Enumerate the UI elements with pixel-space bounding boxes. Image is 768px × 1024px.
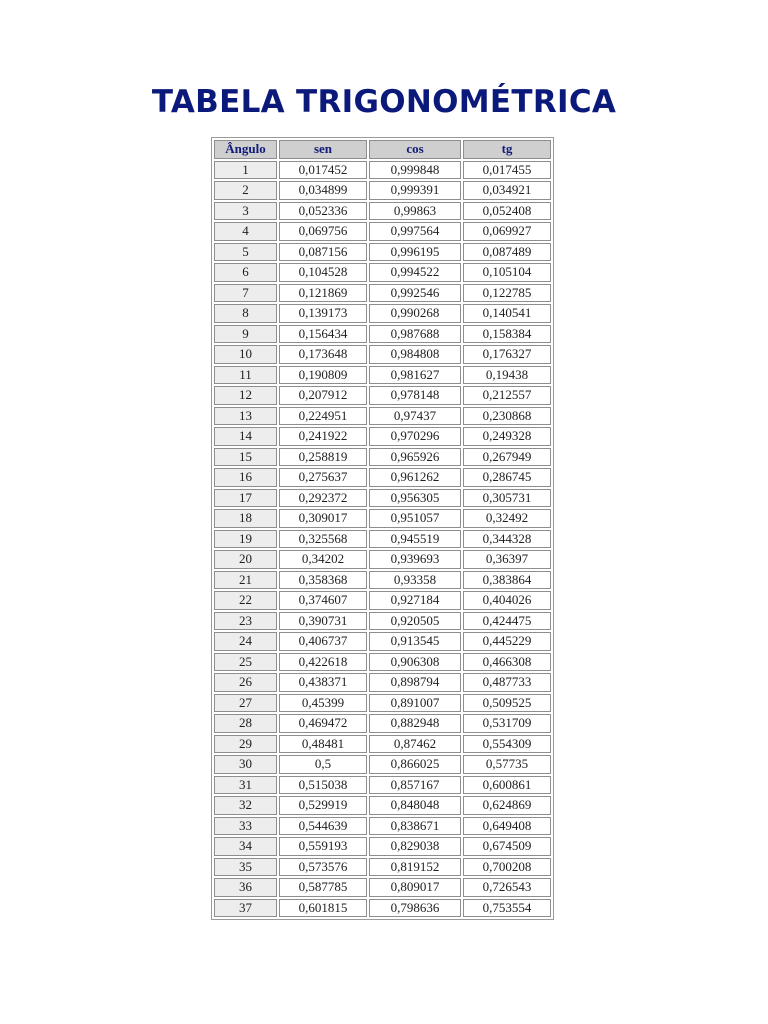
cell-tg: 0,122785 xyxy=(463,284,551,303)
table-row xyxy=(214,407,551,426)
cell-tg: 0,212557 xyxy=(463,386,551,405)
cell-sen: 0,573576 xyxy=(279,858,367,877)
cell-cos: 0,996195 xyxy=(369,243,461,262)
cell-tg: 0,32492 xyxy=(463,509,551,528)
cell-tg: 0,466308 xyxy=(463,653,551,672)
table-row xyxy=(214,325,551,344)
cell-tg: 0,700208 xyxy=(463,858,551,877)
table-row xyxy=(214,427,551,446)
cell-angle: 35 xyxy=(214,858,277,877)
cell-angle: 14 xyxy=(214,427,277,446)
table-row xyxy=(214,837,551,856)
cell-sen: 0,190809 xyxy=(279,366,367,385)
cell-sen: 0,087156 xyxy=(279,243,367,262)
cell-angle: 6 xyxy=(214,263,277,282)
cell-tg: 0,36397 xyxy=(463,550,551,569)
cell-angle: 26 xyxy=(214,673,277,692)
cell-sen: 0,374607 xyxy=(279,591,367,610)
cell-cos: 0,961262 xyxy=(369,468,461,487)
cell-angle: 24 xyxy=(214,632,277,651)
table-row xyxy=(214,161,551,180)
page-title: TABELA TRIGONOMÉTRICA xyxy=(151,84,617,120)
table-row xyxy=(214,755,551,774)
cell-cos: 0,927184 xyxy=(369,591,461,610)
table-row xyxy=(214,776,551,795)
cell-sen: 0,207912 xyxy=(279,386,367,405)
table-row xyxy=(214,284,551,303)
cell-angle: 36 xyxy=(214,878,277,897)
table-row xyxy=(214,263,551,282)
table-row xyxy=(214,735,551,754)
table-row xyxy=(214,345,551,364)
cell-cos: 0,819152 xyxy=(369,858,461,877)
cell-sen: 0,5 xyxy=(279,755,367,774)
cell-tg: 0,052408 xyxy=(463,202,551,221)
cell-angle: 12 xyxy=(214,386,277,405)
cell-sen: 0,104528 xyxy=(279,263,367,282)
cell-cos: 0,906308 xyxy=(369,653,461,672)
cell-tg: 0,509525 xyxy=(463,694,551,713)
cell-sen: 0,258819 xyxy=(279,448,367,467)
cell-sen: 0,069756 xyxy=(279,222,367,241)
cell-angle: 1 xyxy=(214,161,277,180)
cell-tg: 0,305731 xyxy=(463,489,551,508)
cell-angle: 11 xyxy=(214,366,277,385)
cell-angle: 7 xyxy=(214,284,277,303)
table-row xyxy=(214,181,551,200)
cell-tg: 0,105104 xyxy=(463,263,551,282)
table-row xyxy=(214,448,551,467)
table-row xyxy=(214,817,551,836)
table-row xyxy=(214,796,551,815)
table-row xyxy=(214,878,551,897)
cell-sen: 0,034899 xyxy=(279,181,367,200)
cell-angle: 9 xyxy=(214,325,277,344)
cell-cos: 0,848048 xyxy=(369,796,461,815)
cell-cos: 0,866025 xyxy=(369,755,461,774)
cell-angle: 29 xyxy=(214,735,277,754)
cell-angle: 34 xyxy=(214,837,277,856)
cell-cos: 0,951057 xyxy=(369,509,461,528)
table-row xyxy=(214,489,551,508)
cell-tg: 0,286745 xyxy=(463,468,551,487)
table-row xyxy=(214,509,551,528)
cell-cos: 0,829038 xyxy=(369,837,461,856)
cell-tg: 0,158384 xyxy=(463,325,551,344)
cell-angle: 15 xyxy=(214,448,277,467)
cell-tg: 0,624869 xyxy=(463,796,551,815)
cell-sen: 0,438371 xyxy=(279,673,367,692)
table-row xyxy=(214,591,551,610)
table-row xyxy=(214,202,551,221)
cell-cos: 0,898794 xyxy=(369,673,461,692)
table-row xyxy=(214,858,551,877)
cell-angle: 16 xyxy=(214,468,277,487)
cell-sen: 0,45399 xyxy=(279,694,367,713)
cell-angle: 19 xyxy=(214,530,277,549)
cell-cos: 0,838671 xyxy=(369,817,461,836)
cell-tg: 0,600861 xyxy=(463,776,551,795)
cell-tg: 0,404026 xyxy=(463,591,551,610)
cell-cos: 0,945519 xyxy=(369,530,461,549)
table-header-row xyxy=(214,140,551,159)
cell-tg: 0,087489 xyxy=(463,243,551,262)
cell-cos: 0,990268 xyxy=(369,304,461,323)
cell-angle: 23 xyxy=(214,612,277,631)
cell-tg: 0,554309 xyxy=(463,735,551,754)
cell-angle: 32 xyxy=(214,796,277,815)
cell-angle: 28 xyxy=(214,714,277,733)
cell-angle: 8 xyxy=(214,304,277,323)
cell-tg: 0,487733 xyxy=(463,673,551,692)
cell-tg: 0,034921 xyxy=(463,181,551,200)
cell-tg: 0,017455 xyxy=(463,161,551,180)
header-cos: cos xyxy=(369,140,461,159)
cell-cos: 0,956305 xyxy=(369,489,461,508)
cell-tg: 0,424475 xyxy=(463,612,551,631)
cell-angle: 17 xyxy=(214,489,277,508)
cell-cos: 0,984808 xyxy=(369,345,461,364)
cell-cos: 0,965926 xyxy=(369,448,461,467)
cell-sen: 0,121869 xyxy=(279,284,367,303)
table-row xyxy=(214,304,551,323)
cell-angle: 3 xyxy=(214,202,277,221)
cell-angle: 10 xyxy=(214,345,277,364)
cell-sen: 0,587785 xyxy=(279,878,367,897)
cell-sen: 0,139173 xyxy=(279,304,367,323)
cell-tg: 0,344328 xyxy=(463,530,551,549)
cell-sen: 0,325568 xyxy=(279,530,367,549)
cell-cos: 0,99863 xyxy=(369,202,461,221)
cell-tg: 0,531709 xyxy=(463,714,551,733)
cell-cos: 0,970296 xyxy=(369,427,461,446)
cell-sen: 0,052336 xyxy=(279,202,367,221)
cell-tg: 0,383864 xyxy=(463,571,551,590)
cell-tg: 0,267949 xyxy=(463,448,551,467)
cell-angle: 18 xyxy=(214,509,277,528)
cell-tg: 0,445229 xyxy=(463,632,551,651)
cell-tg: 0,753554 xyxy=(463,899,551,918)
header-angle: Ângulo xyxy=(214,140,277,159)
table-row xyxy=(214,550,551,569)
cell-sen: 0,48481 xyxy=(279,735,367,754)
table-row xyxy=(214,571,551,590)
cell-angle: 30 xyxy=(214,755,277,774)
cell-angle: 20 xyxy=(214,550,277,569)
cell-angle: 13 xyxy=(214,407,277,426)
cell-cos: 0,913545 xyxy=(369,632,461,651)
cell-angle: 33 xyxy=(214,817,277,836)
cell-cos: 0,999848 xyxy=(369,161,461,180)
table-row xyxy=(214,612,551,631)
table-row xyxy=(214,530,551,549)
trig-table xyxy=(211,137,554,920)
table-row xyxy=(214,243,551,262)
cell-sen: 0,173648 xyxy=(279,345,367,364)
table-row xyxy=(214,899,551,918)
cell-cos: 0,999391 xyxy=(369,181,461,200)
cell-sen: 0,544639 xyxy=(279,817,367,836)
cell-cos: 0,882948 xyxy=(369,714,461,733)
cell-cos: 0,809017 xyxy=(369,878,461,897)
cell-cos: 0,987688 xyxy=(369,325,461,344)
cell-sen: 0,241922 xyxy=(279,427,367,446)
cell-tg: 0,176327 xyxy=(463,345,551,364)
cell-cos: 0,939693 xyxy=(369,550,461,569)
cell-cos: 0,997564 xyxy=(369,222,461,241)
cell-cos: 0,992546 xyxy=(369,284,461,303)
cell-cos: 0,994522 xyxy=(369,263,461,282)
header-tg: tg xyxy=(463,140,551,159)
cell-tg: 0,674509 xyxy=(463,837,551,856)
cell-tg: 0,19438 xyxy=(463,366,551,385)
table-row xyxy=(214,386,551,405)
cell-sen: 0,422618 xyxy=(279,653,367,672)
cell-angle: 4 xyxy=(214,222,277,241)
cell-cos: 0,920505 xyxy=(369,612,461,631)
cell-angle: 2 xyxy=(214,181,277,200)
table-row xyxy=(214,694,551,713)
cell-cos: 0,978148 xyxy=(369,386,461,405)
cell-cos: 0,93358 xyxy=(369,571,461,590)
cell-cos: 0,798636 xyxy=(369,899,461,918)
cell-angle: 31 xyxy=(214,776,277,795)
cell-angle: 22 xyxy=(214,591,277,610)
cell-sen: 0,292372 xyxy=(279,489,367,508)
cell-tg: 0,069927 xyxy=(463,222,551,241)
cell-sen: 0,529919 xyxy=(279,796,367,815)
cell-cos: 0,891007 xyxy=(369,694,461,713)
header-sen: sen xyxy=(279,140,367,159)
table-row xyxy=(214,468,551,487)
table-body xyxy=(214,161,551,918)
table-row xyxy=(214,653,551,672)
cell-cos: 0,87462 xyxy=(369,735,461,754)
cell-angle: 21 xyxy=(214,571,277,590)
cell-sen: 0,559193 xyxy=(279,837,367,856)
cell-angle: 25 xyxy=(214,653,277,672)
cell-angle: 27 xyxy=(214,694,277,713)
table-row xyxy=(214,222,551,241)
cell-cos: 0,981627 xyxy=(369,366,461,385)
cell-sen: 0,156434 xyxy=(279,325,367,344)
cell-sen: 0,34202 xyxy=(279,550,367,569)
cell-tg: 0,249328 xyxy=(463,427,551,446)
cell-tg: 0,140541 xyxy=(463,304,551,323)
cell-sen: 0,390731 xyxy=(279,612,367,631)
table-row xyxy=(214,714,551,733)
cell-sen: 0,309017 xyxy=(279,509,367,528)
cell-tg: 0,649408 xyxy=(463,817,551,836)
cell-sen: 0,224951 xyxy=(279,407,367,426)
table-row xyxy=(214,632,551,651)
cell-sen: 0,601815 xyxy=(279,899,367,918)
cell-tg: 0,230868 xyxy=(463,407,551,426)
cell-tg: 0,57735 xyxy=(463,755,551,774)
table-row xyxy=(214,366,551,385)
table-row xyxy=(214,673,551,692)
cell-sen: 0,358368 xyxy=(279,571,367,590)
cell-angle: 5 xyxy=(214,243,277,262)
cell-cos: 0,97437 xyxy=(369,407,461,426)
cell-tg: 0,726543 xyxy=(463,878,551,897)
cell-sen: 0,406737 xyxy=(279,632,367,651)
cell-sen: 0,515038 xyxy=(279,776,367,795)
cell-sen: 0,469472 xyxy=(279,714,367,733)
cell-angle: 37 xyxy=(214,899,277,918)
cell-cos: 0,857167 xyxy=(369,776,461,795)
cell-sen: 0,017452 xyxy=(279,161,367,180)
cell-sen: 0,275637 xyxy=(279,468,367,487)
